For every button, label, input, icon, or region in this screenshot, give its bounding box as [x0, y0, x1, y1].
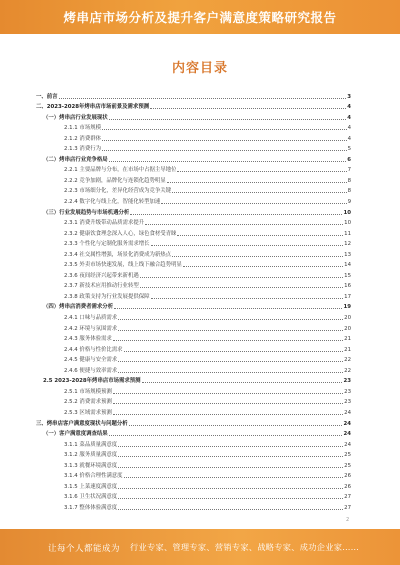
toc-entry-page: 20 [344, 325, 351, 332]
toc-entry[interactable] [36, 469, 351, 480]
toc-leader-dots [151, 245, 344, 246]
toc-leader-dots [118, 488, 343, 489]
toc-leader-dots [113, 340, 343, 341]
toc-entry-page: 5 [347, 146, 351, 153]
toc-entry-label: （四）烤串店消费者需求分析 [43, 304, 114, 311]
toc-entry-page: 24 [343, 420, 351, 427]
toc-entry-label: 2.1.3 消费行为 [64, 146, 101, 153]
toc-entry-label: （三）行业发展趋势与市场机遇分析 [43, 209, 130, 216]
toc-entry[interactable] [36, 427, 351, 438]
toc-entry[interactable] [36, 289, 351, 300]
toc-entry-page: 24 [344, 441, 351, 448]
toc-entry-page: 23 [344, 388, 351, 395]
toc-entry-label: 2.3.5 外卖市场快速发展，线上线下融合趋势明显 [64, 262, 182, 269]
toc-entry-label: 2.5.2 消费需求预测 [64, 399, 112, 406]
toc-entry-label: 2.2.2 竞争加剧，品牌化与连锁化趋势明显 [64, 177, 166, 184]
toc-entry-label: （二）烤串店行业竞争格局 [43, 156, 108, 163]
toc-entry-page: 21 [344, 346, 351, 353]
toc-leader-dots [142, 382, 343, 383]
toc-entry[interactable] [36, 247, 351, 258]
toc-entry-page: 9 [347, 199, 351, 206]
toc-leader-dots [124, 477, 344, 478]
toc-entry[interactable] [36, 479, 351, 490]
toc-entry-page: 23 [344, 399, 351, 406]
toc-entry[interactable] [36, 458, 351, 469]
toc-entry[interactable] [36, 405, 351, 416]
toc-entry[interactable] [36, 184, 351, 195]
toc-leader-dots [102, 129, 347, 130]
toc-entry[interactable] [36, 89, 351, 100]
toc-entry-page: 15 [344, 272, 351, 279]
toc-leader-dots [118, 330, 343, 331]
toc-entry-label: 3.1.3 就餐环境满意度 [64, 462, 118, 469]
toc-leader-dots [109, 119, 347, 120]
toc-entry[interactable] [36, 121, 351, 132]
toc-entry[interactable] [36, 100, 351, 111]
footer-right-text: 行业专家、管理专家、营销专家、战略专家、成功企业家…… [130, 542, 360, 552]
toc-entry-label: 2.5.3 区域需求预测 [64, 409, 112, 416]
toc-entry-label: 3.1.1 菜品质量满意度 [64, 441, 118, 448]
toc-entry[interactable] [36, 342, 351, 353]
toc-leader-dots [129, 425, 343, 426]
toc-leader-dots [118, 319, 343, 320]
toc-entry[interactable] [36, 279, 351, 290]
toc-leader-dots [118, 372, 343, 373]
toc-entry-page: 24 [344, 409, 351, 416]
toc-entry[interactable] [36, 300, 351, 311]
toc-leader-dots [151, 298, 344, 299]
toc-entry-page: 24 [343, 431, 351, 438]
toc-entry-page: 4 [347, 104, 351, 111]
toc-entry[interactable] [36, 490, 351, 501]
toc-entry[interactable] [36, 226, 351, 237]
toc-entry[interactable] [36, 384, 351, 395]
toc-entry-label: 2.3.3 个性化与定制化服务需求增长 [64, 241, 150, 248]
toc-entry[interactable] [36, 268, 351, 279]
toc-entry-label: 3.1.2 服务质量满意度 [64, 452, 118, 459]
toc-entry-page: 3 [347, 93, 351, 100]
toc-entry-page: 4 [347, 125, 351, 132]
toc-leader-dots [114, 308, 342, 309]
toc-entry-page: 6 [347, 156, 351, 163]
toc-entry-page: 13 [344, 251, 351, 258]
toc-entry-label: 二、2023-2028年烤串店市场前景及需求预测 [36, 104, 150, 111]
toc-entry[interactable] [36, 353, 351, 364]
toc-entry-page: 8 [347, 177, 351, 184]
toc-entry-label: 2.4.3 服务体验需求 [64, 336, 112, 343]
toc-leader-dots [150, 108, 346, 109]
toc-entry-page: 16 [344, 283, 351, 290]
toc-entry-page: 26 [344, 483, 351, 490]
toc-entry-label: （一）客户满意度调查结果 [43, 431, 108, 438]
toc-entry[interactable] [36, 194, 351, 205]
toc-leader-dots [118, 509, 343, 510]
document-header [0, 0, 400, 34]
toc-entry-label: 2.1.1 市场规模 [64, 125, 101, 132]
toc-entry-page: 14 [344, 262, 351, 269]
toc-entry[interactable] [36, 321, 351, 332]
toc-leader-dots [102, 140, 347, 141]
toc-entry-label: 2.3.1 消费升级带动品质需求提升 [64, 220, 145, 227]
toc-entry-page: 23 [343, 378, 351, 385]
toc-entry-label: 2.2.1 主要品牌与分布，在市场中占据主导地位 [64, 167, 177, 174]
toc-leader-dots [172, 256, 343, 257]
toc-leader-dots [118, 456, 343, 457]
toc-leader-dots [140, 287, 343, 288]
toc-leader-dots [118, 498, 343, 499]
toc-entry[interactable] [36, 131, 351, 142]
toc-entry[interactable] [36, 437, 351, 448]
toc-entry[interactable] [36, 216, 351, 227]
header-title: 烤串店市场分析及提升客户满意度策略研究报告 [63, 10, 337, 25]
toc-leader-dots [172, 192, 346, 193]
toc-entry-label: 三、烤串店客户满意度现状与问题分析 [36, 420, 128, 427]
toc-entry-label: 2.3.6 夜间经济兴起带来新机遇 [64, 272, 139, 279]
toc-entry[interactable] [36, 500, 351, 511]
toc-entry-page: 10 [344, 220, 351, 227]
toc-entry-label: 3.1.7 整体体验满意度 [64, 504, 118, 511]
toc-leader-dots [183, 266, 343, 267]
toc-entry[interactable] [36, 395, 351, 406]
toc-leader-dots [113, 393, 343, 394]
toc-entry-label: 2.2.3 市场细分化，差异化经营成为竞争关键 [64, 188, 172, 195]
toc-entry[interactable] [36, 163, 351, 174]
toc-entry[interactable] [36, 258, 351, 269]
toc-entry-page: 22 [344, 357, 351, 364]
toc-entry-label: 3.1.6 卫生状况满意度 [64, 494, 118, 501]
toc-entry-page: 26 [344, 473, 351, 480]
toc-entry-label: 一、前言 [36, 93, 58, 100]
toc-entry-page: 11 [344, 230, 351, 237]
toc-entry-label: 2.3.2 健康饮食理念深入人心，绿色食材受青睐 [64, 230, 177, 237]
footer-left-text: 让每个人都能成为 [48, 544, 121, 554]
toc-entry-page: 22 [344, 367, 351, 374]
document-footer [0, 529, 400, 565]
toc-entry-label: 2.4.5 健康与安全需求 [64, 357, 118, 364]
toc-entry[interactable] [36, 110, 351, 121]
toc-entry-page: 8 [347, 188, 351, 195]
toc-entry[interactable] [36, 237, 351, 248]
toc-entry-page: 12 [344, 241, 351, 248]
toc-entry-label: 2.3.7 新技术应用推动行业转型 [64, 283, 139, 290]
toc-leader-dots [113, 414, 343, 415]
toc-entry-label: 2.1.2 消费群体 [64, 135, 101, 142]
toc-leader-dots [113, 403, 343, 404]
toc-leader-dots [130, 214, 342, 215]
toc-entry[interactable] [36, 363, 351, 374]
toc-leader-dots [167, 182, 347, 183]
toc-leader-dots [161, 203, 346, 204]
toc-entry-page: 7 [347, 167, 351, 174]
toc-entry-label: 2.5 2023-2028年烤串店市场需求预测 [43, 378, 141, 385]
toc-leader-dots [145, 224, 343, 225]
toc-entry-label: 2.3.8 政策支持为行业发展提供保障 [64, 293, 150, 300]
toc-entry-label: 2.4.1 口味与品质需求 [64, 315, 118, 322]
toc-leader-dots [140, 277, 343, 278]
table-of-contents [36, 89, 351, 511]
toc-leader-dots [118, 467, 343, 468]
toc-leader-dots [177, 235, 343, 236]
toc-leader-dots [177, 171, 346, 172]
toc-entry-page: 20 [344, 315, 351, 322]
toc-entry-page: 4 [347, 135, 351, 142]
toc-entry-label: 3.1.4 价格合理性满意度 [64, 473, 123, 480]
toc-entry-label: 2.4.4 价格与性价比需求 [64, 346, 123, 353]
toc-entry[interactable] [36, 152, 351, 163]
toc-entry-label: 2.4.6 便捷与效率需求 [64, 367, 118, 374]
toc-entry-label: 2.3.4 社交属性增强，场景化消费成为新热点 [64, 251, 172, 258]
toc-entry[interactable] [36, 374, 351, 385]
toc-entry-page: 25 [344, 452, 351, 459]
toc-entry-page: 19 [343, 304, 351, 311]
toc-title: 内容目录 [171, 61, 228, 76]
toc-entry[interactable] [36, 448, 351, 459]
toc-entry[interactable] [36, 310, 351, 321]
toc-entry-page: 25 [344, 462, 351, 469]
toc-entry-page: 21 [344, 336, 351, 343]
toc-entry[interactable] [36, 142, 351, 153]
toc-entry-page: 27 [344, 504, 351, 511]
toc-leader-dots [109, 435, 343, 436]
toc-entry-page: 17 [344, 293, 351, 300]
toc-leader-dots [118, 361, 343, 362]
toc-entry-label: 2.5.1 市场规模预测 [64, 388, 112, 395]
toc-leader-dots [124, 351, 344, 352]
toc-entry[interactable] [36, 332, 351, 343]
toc-entry-page: 4 [347, 114, 351, 121]
toc-entry[interactable] [36, 173, 351, 184]
toc-entry-label: （一）烤串店行业发展现状 [43, 114, 108, 121]
toc-entry-label: 2.2.4 数字化与线上化，智能化转型加速 [64, 199, 161, 206]
page-marker: 2 [346, 517, 350, 523]
toc-entry-label: 2.4.2 环境与氛围需求 [64, 325, 118, 332]
toc-entry-label: 3.1.5 上菜速度满意度 [64, 483, 118, 490]
toc-entry-page: 10 [343, 209, 351, 216]
toc-entry[interactable] [36, 205, 351, 216]
toc-leader-dots [102, 150, 347, 151]
toc-entry[interactable] [36, 416, 351, 427]
toc-leader-dots [109, 161, 347, 162]
toc-entry-page: 27 [344, 494, 351, 501]
toc-leader-dots [118, 446, 343, 447]
toc-leader-dots [59, 98, 347, 99]
